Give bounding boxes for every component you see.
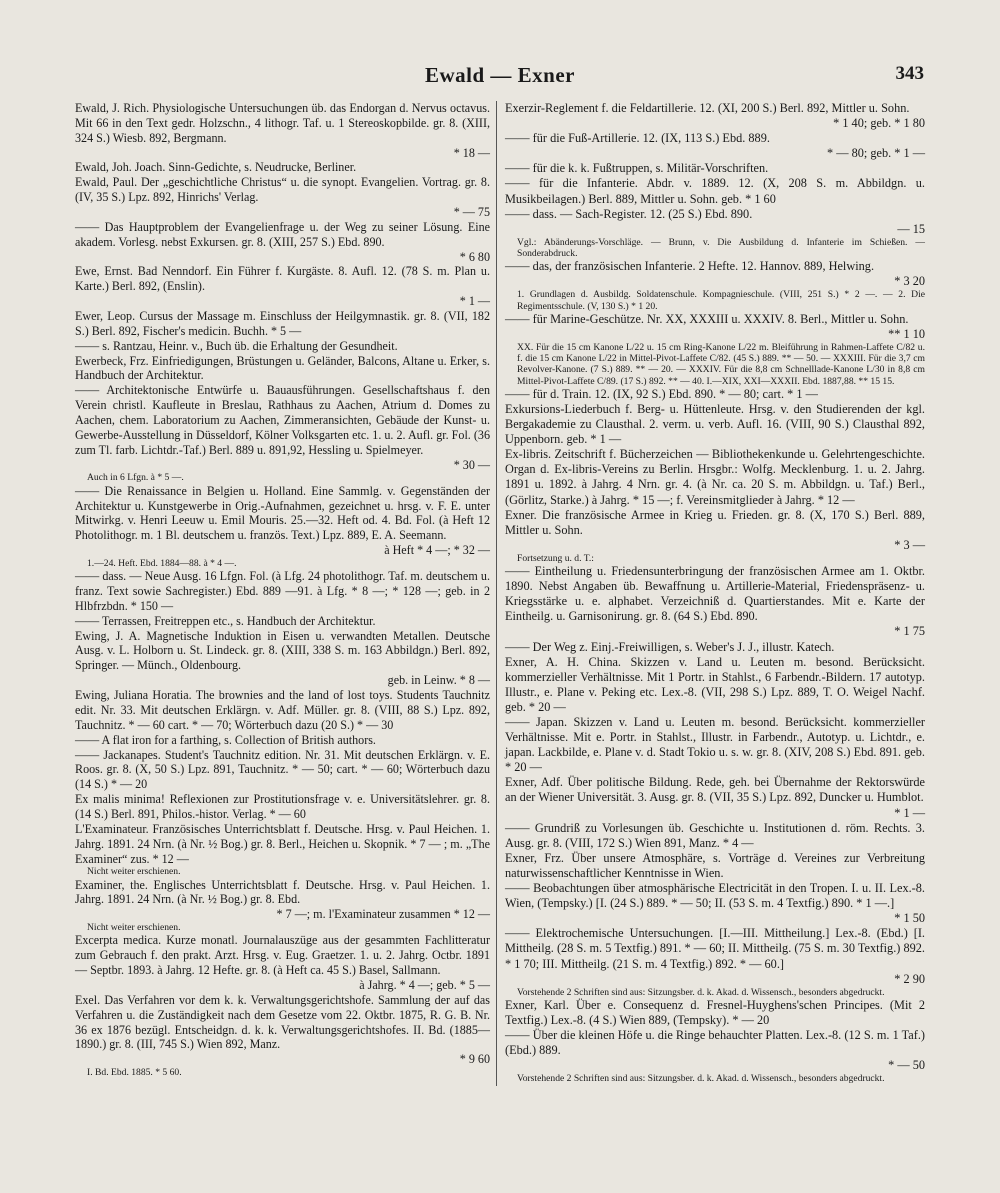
entry-text: Vorstehende 2 Schriften sind aus: Sitzungsber. d. k. Akad. d. Wissensch., besonders abgedruckt. [517,986,885,998]
entry-note [505,553,925,564]
entry-text: Exner, Karl. Über e. Consequenz d. Fresnel-Huyghens'schen Principes. (Mit 2 Textfig.) Lex.-8. (4 S.) Wien 889, (Tempsky). * — 20 [505,997,925,1027]
entry-price: * 1 75 [894,624,925,639]
entry-price: * 30 — [453,457,490,472]
entry-text: 1. Grundlagen d. Ausbildg. Soldatenschule. Kompagnieschule. (VIII, 251 S.) * 2 —. — 2. Die Regimentsschule. (V, 130 S.) * 1 20. [517,289,925,312]
entry-price: * 1 40; geb. * 1 80 [833,116,925,131]
entry-text: —— für die Infanterie. Abdr. v. 1889. 12. (X, 208 S. m. Abbildgn. u. Musikbeilagen.) Berl. 889, Mittler u. Sohn. geb. * 1 60 [505,176,925,206]
bibliography-entry [75,339,490,354]
entry-price: * 2 90 [894,971,925,986]
bibliography-entry [75,354,490,384]
entry-text: —— für die k. k. Fußtruppen, s. Militär-Vorschriften. [505,161,769,176]
entry-text: —— Eintheilung u. Friedensunterbringung der französischen Armee am 1. Oktbr. 1890. Nebst Angaben üb. Bewaffnung u. Artillerie-Material, Friedenspräsenz- u. Kriegsstärke u. e. alphabet. Verzeichniß d. Quartierstandes. Mit e. Karte der Eintheilg. u. Garnisonirung. gr. 8. (64 S.) Ebd. 890. [505,564,925,624]
bibliography-entry [75,101,490,160]
bibliography-entry [505,640,925,655]
entry-text: Exner, Adf. Über politische Bildung. Rede, geh. bei Übernahme der Rektorswürde an der Wiener Universität. 3. Ausg. gr. 8. (VII, 35 S.) Lpz. 892, Duncker u. Humblot. [505,775,925,805]
bibliography-entry [75,748,490,793]
entry-price: * 1 — [894,805,925,820]
entry-text: Exner. Die französische Armee in Krieg u. Frieden. gr. 8. (X, 170 S.) Berl. 889, Mittler u. Sohn. [505,507,925,537]
entry-price: — 15 [897,221,925,236]
entry-price: * 9 60 [459,1052,490,1067]
entry-text: Exel. Das Verfahren vor dem k. k. Verwaltungsgerichtshofe. Sammlung der auf das Verfahren u. die Zuständigkeit nach dem Gesetze vom 22. Oktbr. 1875, R. G. B. Nr. 36 ex 1876 bezügl. Entscheidgn. d. k. k. Verwaltungsgerichtshofes. II. Bd. (1885—1890.) gr. 8. (III, 745 S.) Wien 892, Manz. [75,992,490,1052]
entry-price: * 18 — [453,145,490,160]
entry-text: Ewald, Paul. Der „geschichtliche Christus“ u. die synopt. Evangelien. Vortrag. gr. 8. (IV, 35 S.) Lpz. 892, Hinrichs' Verlag. [75,175,490,205]
entry-price: * 1 — [459,294,490,309]
entry-note [75,472,490,483]
bibliography-entry [505,926,925,986]
bibliography-entry [505,564,925,639]
entry-text: Fortsetzung u. d. T.: [517,552,594,564]
entry-note [505,342,925,387]
entry-text: L'Examinateur. Französisches Unterrichtsblatt f. Deutsche. Hrsg. v. Paul Heichen. 1. Jahrg. 1891. 24 Nrn. (à Nr. ½ Bog.) gr. 8. Berl., Heichen u. Skopnik. * 7 — ; m. „The Examiner“ zus. * 12 — [75,821,490,866]
entry-text: Exner, Frz. Über unsere Atmosphäre, s. Vorträge d. Vereines zur Verbreitung naturwissenschaftlicher Kenntnisse in Wien. [505,850,925,880]
entry-price: à Jahrg. * 4 —; geb. * 5 — [359,977,490,992]
entry-text: —— dass. — Neue Ausg. 16 Lfgn. Fol. (à Lfg. 24 photolithogr. Taf. m. deutschem u. franz. Text sowie Sachregister.) Ebd. 889 —91. à Lfg. * 8 —; * 128 —; geb. in 2 Hlbfrzbdn. * 150 — [75,569,490,613]
bibliography-entry [75,569,490,614]
bibliography-entry [505,207,925,237]
bibliography-entry [75,175,490,220]
page-header [0,63,1000,93]
bibliography-entry [505,508,925,553]
entry-price: * 7 —; m. l'Examinateur zusammen * 12 — [276,907,490,922]
entry-text: —— Das Hauptproblem der Evangelienfrage u. der Weg zu seiner Lösung. Eine akadem. Vorlesg. nebst Exkursen. gr. 8. (XIII, 257 S.) Ebd. 890. [75,219,490,249]
entry-text: Exkursions-Liederbuch f. Berg- u. Hüttenleute. Hrsg. v. den Studierenden der kgl. Bergakademie zu Clausthal. 2. verm. u. verb. Aufl. 16. (VIII, 90 S.) Clausthal 892, Uppenborn. geb. * 1 — [505,401,925,447]
entry-text: —— Die Renaissance in Belgien u. Holland. Eine Sammlg. v. Gegenständen der Architektur u. Kunstgewerbe in Orig.-Aufnahmen, gezeichnet u. hrsg. v. F. E. unter Mitwirkg. v. Henri Leeuw u. Emil Mouris. 25.—32. Heft od. 4. Bd. Fol. (à Heft 12 Photolithogr. m. 1 Bl. deutschem u. französ. Text.) Lpz. 889, E. A. Seemann. [75,483,490,543]
bibliography-entry [75,688,490,733]
entry-price: * 3 — [894,537,925,552]
bibliography-entry [505,259,925,289]
entry-price: * — 80; geb. * 1 — [826,146,925,161]
entry-text: —— das, der französischen Infanterie. 2 Hefte. 12. Hannov. 889, Helwing. [505,259,875,274]
bibliography-entry [75,822,490,867]
entry-text: Ewald, Joh. Joach. Sinn-Gedichte, s. Neudrucke, Berliner. [75,160,357,175]
bibliography-entry [505,101,925,131]
entry-note [75,558,490,569]
bibliography-entry [505,312,925,342]
entry-note [75,922,490,933]
bibliography-entry [75,309,490,339]
bibliography-entry [75,792,490,822]
bibliography-entry [75,484,490,558]
entry-note [505,1073,925,1084]
entry-text: —— dass. — Sach-Register. 12. (25 S.) Ebd. 890. [505,206,753,221]
entry-text: Excerpta medica. Kurze monatl. Journalauszüge aus der gesammten Fachlitteratur zum Gebrauch f. den prakt. Arzt. Hrsg. v. Eug. Graetzer. 1. u. 2. Jahrg. Octbr. 1891 — Septbr. 1893. à Jahrg. 12 Hefte. gr. 8. (à Heft ca. 45 S.) Basel, Sallmann. [75,933,490,978]
entry-text: XX. Für die 15 cm Kanone L/22 u. 15 cm Ring-Kanone L/22 m. Bleiführung in Rahmen-Laffete C/82 u. f. die 15 cm Kanone L/22 in Mittel-Pivot-Laffete C/82. (45 S.) 889. ** — 50. — XXXIII. Für die 3,7 cm Revolver-Kanone. (7 S.) 889. ** — 20. — XXXIV. Für die 8,8 cm Schnelllade-Kanone L/30 in 8,8 cm Mittel-Pivot-Laffete C/89. (17 S.) 892. ** — 40. I.—XIX, XXI—XXXII. Ebd. 1887,88. ** 15 15. [517,342,925,387]
entry-price: geb. in Leinw. * 8 — [387,673,490,688]
entry-note [505,237,925,259]
entry-note [75,866,490,877]
right-column [505,101,925,1085]
bibliography-entry [75,160,490,175]
bibliography-entry [505,131,925,161]
bibliography-entry [75,614,490,629]
bibliography-entry [505,387,925,402]
bibliography-entry [75,993,490,1067]
entry-text: Ex malis minima! Reflexionen zur Prostitutionsfrage v. e. Universitätslehrer. gr. 8. (14 S.) Berl. 891, Philos.-histor. Verlag. * — 60 [75,792,490,821]
bibliography-entry [505,821,925,851]
entry-text: —— Grundriß zu Vorlesungen üb. Geschichte u. Institutionen d. röm. Rechts. 3. Ausg. gr. 8. (VIII, 172 S.) Wien 891, Manz. * 4 — [505,820,925,850]
entry-note [505,987,925,998]
entry-text: —— für d. Train. 12. (IX, 92 S.) Ebd. 890. * — 80; cart. * 1 — [505,386,818,401]
bibliography-entry [505,881,925,926]
entry-text: Ewerbeck, Frz. Einfriedigungen, Brüstungen u. Geländer, Balcons, Altane u. Erker, s. Handbuch der Architektur. [75,353,490,383]
bibliography-entry [75,383,490,472]
bibliography-entry [505,447,925,507]
entry-text: —— s. Rantzau, Heinr. v., Buch üb. die Erhaltung der Gesundheit. [75,338,398,353]
entry-price: * 6 80 [459,249,490,264]
entry-text: Exner, A. H. China. Skizzen v. Land u. Leuten m. besond. Berücksicht. kommerzieller Verhältnisse. Mit 1 Portr. in Stahlst., 6 Farbendr.-Bildern. 17 autotyp. Illustr., e. Plane v. Peking etc. Lex.-8. (VII, 298 S.) Lpz. 889, T. O. Weigel Nachf. geb. * 20 — [505,654,925,714]
entry-text: —— Jackanapes. Student's Tauchnitz edition. Nr. 31. Mit deutschen Erklärgn. v. E. Roos. gr. 8. (X, 50 S.) Lpz. 891, Tauchnitz. * — 50; cart. * — 60; Wörterbuch dazu (14 S.) * — 20 [75,747,490,792]
entry-text: Examiner, the. Englisches Unterrichtsblatt f. Deutsche. Hrsg. v. Paul Heichen. 1. Jahrg. 1891. 24 Nrn. (à Nr. ½ Bog.) gr. 8. Ebd. [75,877,490,907]
entry-text: Ewe, Ernst. Bad Nenndorf. Ein Führer f. Kurgäste. 8. Aufl. 12. (78 S. m. Plan u. Karte.) Berl. 892, (Enslin). [75,264,490,294]
entry-text: —— Elektrochemische Untersuchungen. [I.—III. Mittheilung.] Lex.-8. (Ebd.) [I. Mittheilg. (28 S. m. 5 Textfig.) 891. * — 60; II. Mittheilg. (75 S. m. 30 Textfig.) 892. * 1 70; III. Mittheilg. (21 S. m. 4 Textfig.) 892. * — 60.] [505,926,925,971]
bibliography-entry [75,629,490,688]
bibliography-entry [75,878,490,923]
entry-text: Exerzir-Reglement f. die Feldartillerie. 12. (XI, 200 S.) Berl. 892, Mittler u. Sohn. [505,101,910,115]
bibliography-entry [505,402,925,447]
entry-text: —— Architektonische Entwürfe u. Bauausführungen. Gesellschaftshaus f. den Verein christl. Kaufleute in Breslau, Rathhaus zu Aachen, Atrium d. Domes zu Aachen, chem. Laboratorium zu Aachen, Zimmeransichten, Gebäude der Kunst- u. Gewerbe-Ausstellung in Düsseldorf, Kölner Volksgarten etc. 1. u. 2. Aufl. gr. Fol. (36 zum Tl. farb. Lichtdr.-Taf.) Berl. 889 u. 891,92, Hessling u. Spielmeyer. [75,383,490,457]
entry-text: Nicht weiter erschienen. [87,866,181,878]
entry-price: * 3 20 [894,274,925,289]
entry-text: Auch in 6 Lfgn. à * 5 —. [87,472,184,484]
entry-text: Ewing, J. A. Magnetische Induktion in Eisen u. verwandten Metallen. Deutsche Ausg. v. L. Holborn u. St. Lindeck. gr. 8. (XIII, 338 S. m. 163 Abbildgn.) Berl. 892, Springer. — Münch., Oldenbourg. [75,628,490,673]
bibliography-entry [505,775,925,820]
left-column [75,101,490,1078]
bibliography-entry [75,733,490,748]
entry-text: —— für die Fuß-Artillerie. 12. (IX, 113 S.) Ebd. 889. [505,131,770,146]
entry-text: Ex-libris. Zeitschrift f. Bücherzeichen — Bibliothekenkunde u. Gelehrtengeschichte. Organ d. Ex-libris-Vereins zu Berlin. Hrsgbr.: Wolfg. Mecklenburg. 1. u. 2. Jahrg. 1891 u. 1892. à Jahrg. 4 Nrn. gr. 4. (à Nr. ca. 20 S. m. Abbildgn. u. Taf.) Berl., (Görlitz, Starke.) à Jahrg. * 15 —; f. Vereinsmitglieder à Jahrg. * 12 — [505,447,925,507]
entry-price: ** 1 10 [888,326,925,341]
column-divider [496,101,497,1086]
bibliography-entry [505,715,925,775]
entry-text: Vgl.: Abänderungs-Vorschläge. — Brunn, v. Die Ausbildung d. Infanterie im Schießen. — Sonderabdruck. [517,236,925,260]
entry-text: Nicht weiter erschienen. [87,922,181,934]
entry-text: —— Japan. Skizzen v. Land u. Leuten m. besond. Berücksicht. kommerzieller Verhältnisse. Mit e. Portr. in Stahlst., Illustr. in Farbendr., Autotyp. u. Lichtdr., e. japan. Lackbilde, e. Plane v. d. Stadt Tokio u. s. w. gr. 8. (XIV, 208 S.) Ebd. 891. geb. * 20 — [505,715,925,775]
entry-price: * 1 50 [894,911,925,926]
entry-text: —— für Marine-Geschütze. Nr. XX, XXXIII u. XXXIV. 8. Berl., Mittler u. Sohn. [505,311,909,326]
entry-text: 1.—24. Heft. Ebd. 1884—88. à * 4 —. [87,557,237,569]
bibliography-entry [505,161,925,176]
entry-text: —— Der Weg z. Einj.-Freiwilligen, s. Weber's J. J., illustr. Katech. [505,639,835,654]
bibliography-entry [505,176,925,206]
entry-price: * — 50 [888,1058,925,1073]
bibliography-entry [75,220,490,265]
entry-text: Ewing, Juliana Horatia. The brownies and the land of lost toys. Students Tauchnitz edit. Nr. 33. Mit deutschen Erklärgn. v. Adf. Müller. gr. 8. (VIII, 88 S.) Lpz. 892, Tauchnitz. * — 60 cart. * — 70; Wörterbuch dazu (20 S.) * — 30 [75,688,490,732]
entry-price: * — 75 [453,205,490,220]
entry-price: à Heft * 4 —; * 32 — [384,543,490,558]
bibliography-entry [505,851,925,881]
entry-note [75,1067,490,1078]
bibliography-entry [505,1028,925,1073]
entry-text: Vorstehende 2 Schriften sind aus: Sitzungsber. d. k. Akad. d. Wissensch., besonders abgedruckt. [517,1073,885,1085]
entry-text: —— Terrassen, Freitreppen etc., s. Handbuch der Architektur. [75,613,376,628]
entry-text: Ewer, Leop. Cursus der Massage m. Einschluss der Heilgymnastik. gr. 8. (VII, 182 S.) Berl. 892, Fischer's medicin. Buchh. * 5 — [75,309,490,338]
bibliography-entry [75,933,490,992]
entry-text: —— A flat iron for a farthing, s. Collection of British authors. [75,732,376,747]
bibliography-entry [505,998,925,1028]
bibliography-entry [75,264,490,309]
entry-text: —— Über die kleinen Höfe u. die Ringe behauchter Platten. Lex.-8. (12 S. m. 1 Taf.) (Ebd.) 889. [505,1028,925,1058]
entry-note [505,289,925,311]
entry-text: Ewald, J. Rich. Physiologische Untersuchungen üb. das Endorgan d. Nervus octavus. Mit 66 in den Text gedr. Holzschn., 4 lithogr. Taf. u. 1 Stereoskopbilde. gr. 8. (XIII, 324 S.) Wiesb. 892, Bergmann. [75,101,490,145]
page-number: 343 [895,63,924,84]
running-title: Ewald — Exner [424,63,575,87]
entry-text: —— Beobachtungen über atmosphärische Electricität in den Tropen. I. u. II. Lex.-8. Wien, (Tempsky.) [I. (24 S.) 889. * — 50; II. (53 S. m. 4 Textfig.) 890. * 1 —.] [505,881,925,911]
bibliography-entry [505,655,925,715]
entry-text: I. Bd. Ebd. 1885. * 5 60. [87,1067,182,1079]
